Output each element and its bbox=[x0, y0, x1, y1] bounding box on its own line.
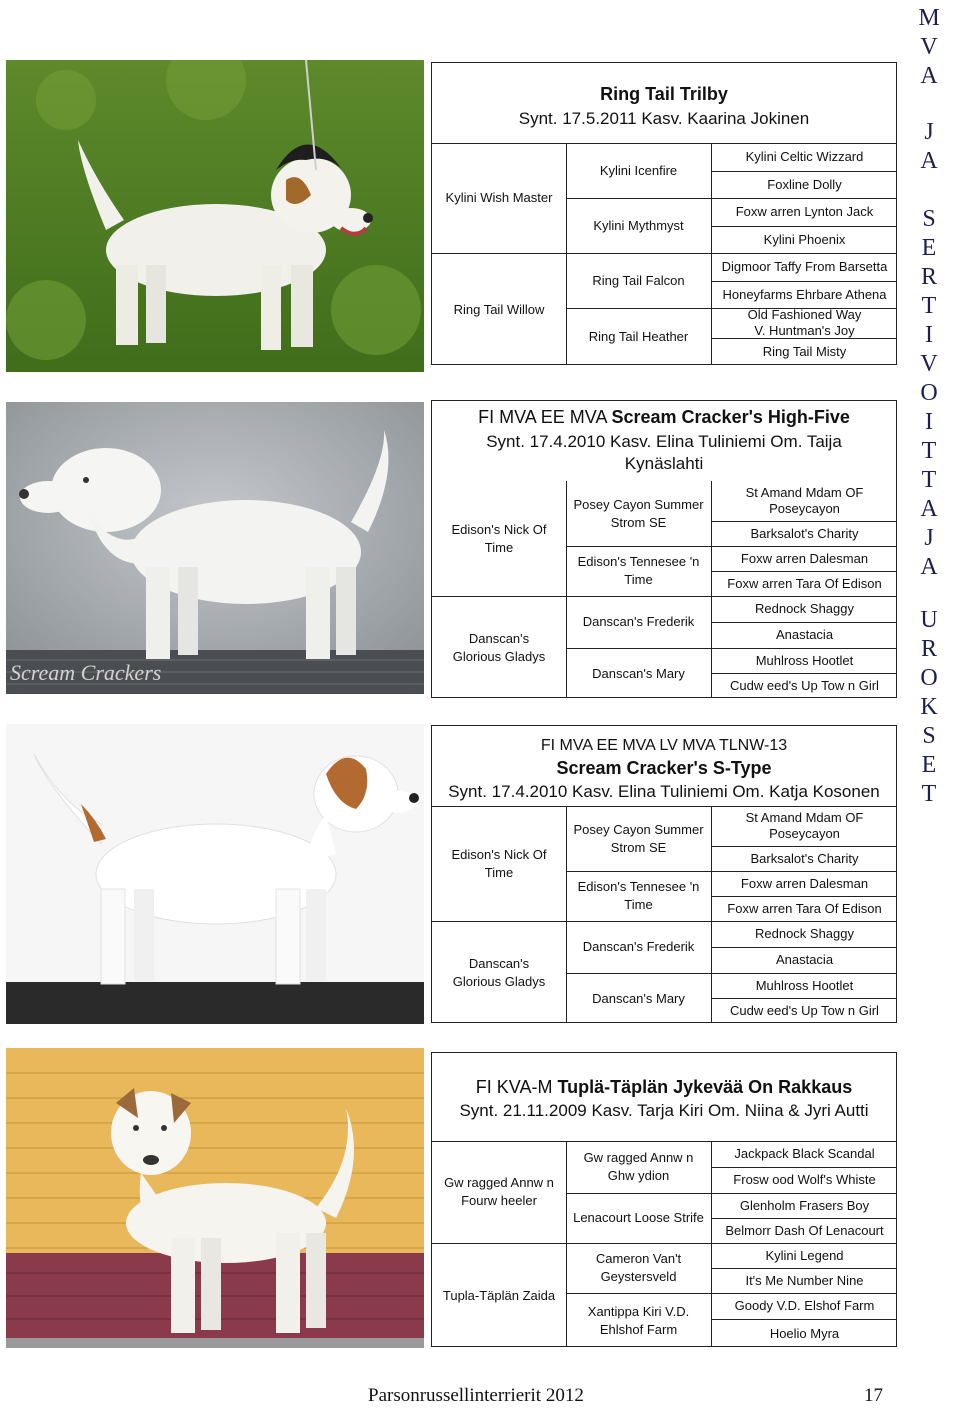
great-grandparent: It's Me Number Nine bbox=[745, 1272, 864, 1288]
side-letter: T bbox=[921, 438, 937, 464]
great-grandparent: Foxw arren Lynton Jack bbox=[735, 204, 874, 220]
parent-sire: Kylini Wish Master bbox=[445, 190, 553, 206]
dog-name: Scream Cracker's S-Type bbox=[556, 758, 772, 778]
grandparent: Edison's Tennesee 'n Time bbox=[577, 879, 700, 912]
dog-info: Synt. 17.5.2011 Kasv. Kaarina Jokinen bbox=[518, 109, 810, 128]
pedigree-table-s-type bbox=[431, 725, 897, 1023]
photo-ring-tail-trilby bbox=[6, 60, 424, 372]
side-letter: A bbox=[920, 554, 938, 580]
great-grandparent: Foxw arren Dalesman bbox=[740, 875, 869, 891]
page-number: 17 bbox=[864, 1385, 883, 1406]
parent-dam: Danscan's Glorious Gladys bbox=[452, 630, 546, 664]
pedigree-table-ring-tail-trilby bbox=[431, 62, 897, 365]
dog-title bbox=[432, 406, 896, 429]
great-grandparent: Cudw eed's Up Tow n Girl bbox=[730, 678, 879, 694]
great-grandparent: Rednock Shaggy bbox=[754, 926, 854, 942]
side-letter: S bbox=[922, 206, 936, 232]
side-letter: S bbox=[922, 723, 936, 749]
great-grandparent: Frosw ood Wolf's Whiste bbox=[733, 1172, 876, 1188]
grandparent: Ring Tail Falcon bbox=[592, 272, 685, 288]
side-letter: U bbox=[920, 607, 938, 633]
great-grandparent: St Amand Mdam OF Poseycayon bbox=[745, 809, 864, 841]
grandparent: Posey Cayon Summer Strom SE bbox=[573, 821, 704, 855]
parent-dam: Tupla-Täplän Zaida bbox=[442, 1287, 556, 1303]
great-grandparent: Glenholm Frasers Boy bbox=[739, 1197, 870, 1213]
grandparent: Ring Tail Heather bbox=[588, 329, 689, 345]
side-letter: T bbox=[921, 467, 937, 493]
grandparent: Kylini Mythmyst bbox=[593, 217, 684, 233]
side-letter: K bbox=[920, 694, 938, 720]
grandparent: Danscan's Frederik bbox=[582, 614, 695, 630]
great-grandparent: Jackpack Black Scandal bbox=[734, 1146, 875, 1162]
parent-sire: Edison's Nick Of Time bbox=[451, 846, 547, 880]
dog-info: Synt. 17.4.2010 Kasv. Elina Tuliniemi Om. Katja Kosonen bbox=[448, 782, 880, 801]
side-letter: E bbox=[921, 235, 937, 261]
side-title-mva bbox=[898, 4, 960, 91]
great-grandparent: Ring Tail Misty bbox=[762, 344, 847, 360]
great-grandparent: Muhlross Hootlet bbox=[755, 977, 854, 993]
side-letter: R bbox=[920, 636, 937, 662]
parent-dam: Danscan's Glorious Gladys bbox=[452, 955, 546, 989]
great-grandparent: Anastacia bbox=[775, 627, 834, 643]
great-grandparent: Belmorr Dash Of Lenacourt bbox=[725, 1222, 884, 1238]
side-letter: J bbox=[924, 119, 934, 145]
grandparent: Lenacourt Loose Strife bbox=[573, 1210, 704, 1226]
page-footer bbox=[0, 1383, 960, 1409]
great-grandparent: Old Fashioned Way V. Huntman's Joy bbox=[747, 306, 862, 338]
grandparent: Danscan's Mary bbox=[592, 665, 685, 681]
side-letter: O bbox=[920, 380, 938, 406]
side-letter: M bbox=[918, 5, 940, 31]
photo-high-five bbox=[6, 402, 424, 694]
side-letter: R bbox=[920, 264, 937, 290]
dog-titles: FI KVA-M bbox=[475, 1077, 558, 1097]
great-grandparent: Anastacia bbox=[775, 952, 834, 968]
side-letter: A bbox=[920, 63, 938, 89]
side-letter: T bbox=[921, 293, 937, 319]
great-grandparent: Cudw eed's Up Tow n Girl bbox=[730, 1003, 879, 1019]
side-letter: T bbox=[921, 781, 937, 807]
great-grandparent: St Amand Mdam OF Poseycayon bbox=[745, 484, 864, 516]
great-grandparent: Goody V.D. Elshof Farm bbox=[734, 1298, 875, 1314]
great-grandparent: Hoelio Myra bbox=[769, 1325, 840, 1341]
grandparent: Edison's Tennesee 'n Time bbox=[577, 554, 700, 587]
side-letter: V bbox=[920, 34, 938, 60]
side-letter: V bbox=[920, 351, 938, 377]
great-grandparent: Honeyfarms Ehrbare Athena bbox=[722, 286, 887, 302]
dog-info: Synt. 21.11.2009 Kasv. Tarja Kiri Om. Niina & Jyri Autti bbox=[459, 1101, 869, 1120]
dog-name: Tuplä-Täplän Jykevää On Rakkaus bbox=[557, 1077, 853, 1097]
dog-titles: FI MVA EE MVA bbox=[478, 407, 612, 427]
side-letter: I bbox=[925, 322, 933, 348]
pedigree-table-jykevaa-on-rakkaus bbox=[431, 1052, 897, 1347]
great-grandparent: Kylini Celtic Wizzard bbox=[745, 149, 864, 165]
great-grandparent: Rednock Shaggy bbox=[754, 601, 854, 617]
footer-publication: Parsonrussellinterrierit 2012 bbox=[368, 1385, 584, 1406]
side-letter: E bbox=[921, 752, 937, 778]
great-grandparent: Foxw arren Tara Of Edison bbox=[727, 900, 882, 916]
side-letter: J bbox=[924, 525, 934, 551]
grandparent: Gw ragged Annw n Ghw ydion bbox=[583, 1150, 694, 1183]
pedigree-table-high-five bbox=[431, 400, 897, 698]
parent-sire: Edison's Nick Of Time bbox=[451, 521, 547, 555]
side-title-ja bbox=[898, 118, 960, 176]
side-letter: A bbox=[920, 496, 938, 522]
side-title-urokset bbox=[898, 606, 960, 809]
photo-s-type bbox=[6, 724, 424, 1024]
dog-name: Ring Tail Trilby bbox=[600, 84, 728, 104]
great-grandparent: Kylini Phoenix bbox=[763, 231, 846, 247]
side-title-sertivoittaja bbox=[898, 205, 960, 582]
great-grandparent: Foxw arren Tara Of Edison bbox=[727, 575, 882, 591]
parent-sire: Gw ragged Annw n Fourw heeler bbox=[444, 1175, 554, 1208]
photo-jykevaa-on-rakkaus bbox=[6, 1048, 424, 1348]
grandparent: Kylini Icenfire bbox=[599, 162, 678, 178]
side-letter: O bbox=[920, 665, 938, 691]
great-grandparent: Kylini Legend bbox=[765, 1247, 844, 1263]
great-grandparent: Barksalot's Charity bbox=[750, 850, 859, 866]
great-grandparent: Foxline Dolly bbox=[767, 176, 842, 192]
dog-titles: FI MVA EE MVA LV MVA TLNW-13 bbox=[540, 737, 788, 754]
dog-info: Synt. 17.4.2010 Kasv. Elina Tuliniemi Om. Taija Kynäslahti bbox=[486, 432, 842, 474]
dog-name: Scream Cracker's High-Five bbox=[611, 407, 850, 427]
grandparent: Xantippa Kiri V.D. Ehlshof Farm bbox=[587, 1303, 690, 1337]
dog-title bbox=[432, 1076, 896, 1099]
great-grandparent: Barksalot's Charity bbox=[750, 525, 859, 541]
side-letter: A bbox=[920, 148, 938, 174]
grandparent: Cameron Van't Geystersveld bbox=[595, 1251, 682, 1284]
grandparent: Danscan's Frederik bbox=[582, 939, 695, 955]
great-grandparent: Digmoor Taffy From Barsetta bbox=[721, 259, 888, 275]
great-grandparent: Foxw arren Dalesman bbox=[740, 550, 869, 566]
parent-dam: Ring Tail Willow bbox=[453, 301, 545, 317]
watermark-scream-crackers: Scream Crackers bbox=[10, 660, 162, 685]
grandparent: Posey Cayon Summer Strom SE bbox=[573, 496, 704, 530]
great-grandparent: Muhlross Hootlet bbox=[755, 652, 854, 668]
grandparent: Danscan's Mary bbox=[592, 990, 685, 1006]
side-letter: I bbox=[925, 409, 933, 435]
